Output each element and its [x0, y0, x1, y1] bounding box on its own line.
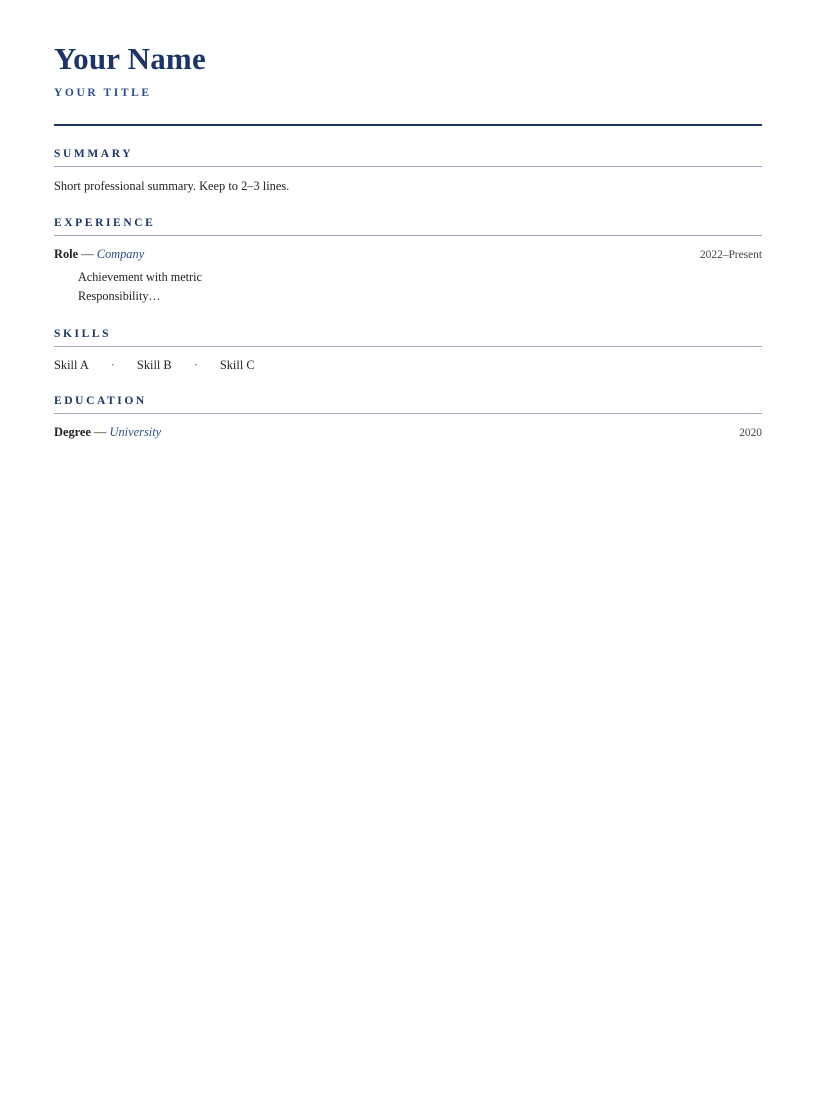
list-item: Achievement with metric	[78, 269, 202, 284]
resume-header	[54, 0, 762, 99]
section-heading-experience: EXPERIENCE	[54, 195, 762, 236]
education-date: 2020	[739, 426, 762, 439]
section-experience	[54, 195, 762, 306]
education-university: University	[109, 424, 162, 439]
section-heading-skills: SKILLS	[54, 306, 762, 347]
section-heading-education: EDUCATION	[54, 373, 762, 414]
skills-body	[54, 347, 762, 373]
summary-body	[54, 167, 762, 195]
education-body	[54, 414, 762, 440]
skill-separator: ·	[193, 357, 198, 372]
skill-separator: ·	[110, 357, 115, 372]
resume-page	[54, 0, 762, 440]
section-education	[54, 373, 762, 440]
skill-item: Skill C	[219, 357, 255, 372]
skill-item: Skill A	[54, 357, 89, 372]
professional-title: YOUR TITLE	[54, 87, 152, 100]
page-title: Your Name	[54, 41, 206, 76]
experience-entry-header	[54, 247, 762, 262]
education-entry-title	[54, 425, 161, 440]
experience-entry	[54, 247, 762, 306]
education-degree: Degree	[54, 424, 91, 439]
experience-company: Company	[96, 246, 145, 261]
education-dash: —	[94, 424, 107, 439]
section-summary	[54, 126, 762, 195]
section-heading-summary: SUMMARY	[54, 126, 762, 167]
section-skills	[54, 306, 762, 373]
experience-body	[54, 236, 762, 306]
list-item: Responsibility…	[78, 288, 161, 303]
experience-entry-title	[54, 247, 144, 262]
skill-item: Skill B	[136, 357, 172, 372]
experience-date: 2022–Present	[699, 248, 762, 261]
skills-list	[54, 358, 762, 373]
experience-bullet-list	[54, 268, 762, 306]
education-entry	[54, 425, 762, 440]
summary-text: Short professional summary. Keep to 2–3 lines.	[54, 179, 290, 194]
experience-dash: —	[81, 246, 94, 261]
experience-role: Role	[54, 246, 79, 261]
